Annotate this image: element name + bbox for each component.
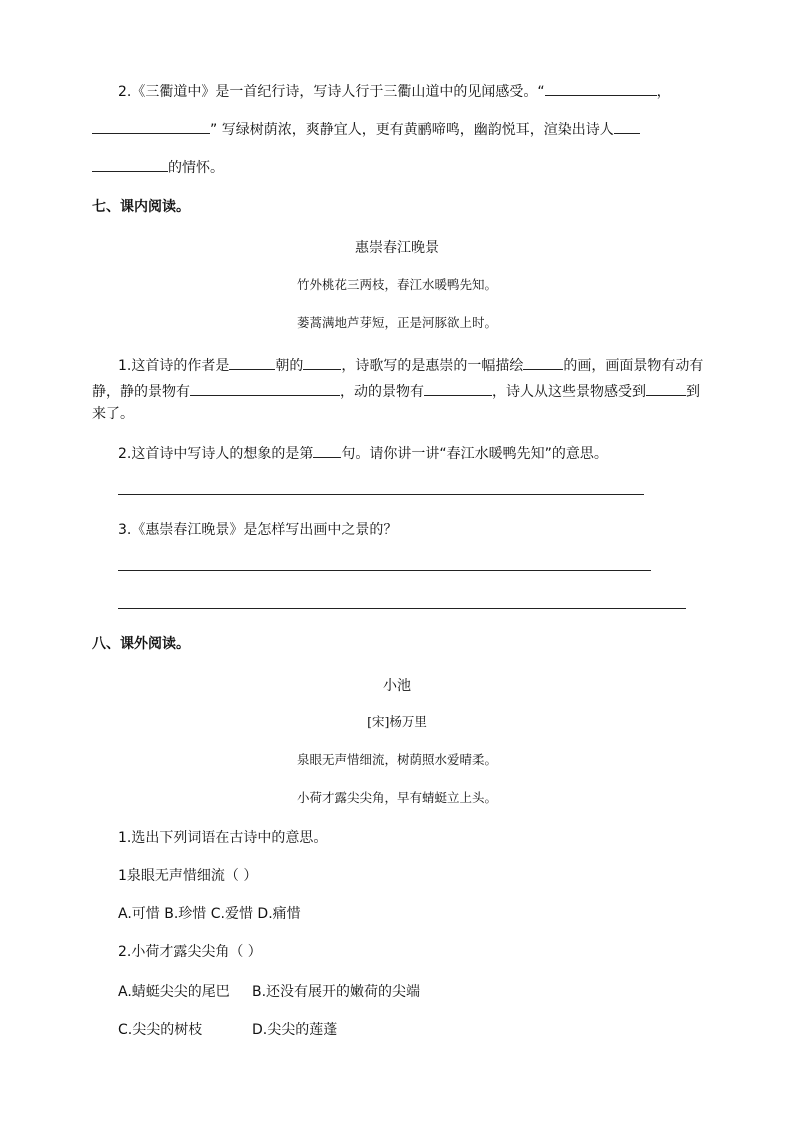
blank-emotion-2[interactable] (92, 156, 168, 172)
s7-q2-text-2: 句。请你讲一讲“春江水暖鸭先知”的意思。 (341, 446, 608, 462)
s7-q1-text-5: 静，静的景物有 (92, 384, 190, 400)
poem-1-title: 惠崇春江晚景 (355, 240, 439, 256)
s8-sub2: 2.小荷才露尖尖角（ ） (118, 944, 262, 960)
poem-2-line-1: 泉眼无声惜细流，树荫照水爱晴柔。 (296, 752, 497, 767)
q6-2-suffix: 的情怀。 (168, 160, 224, 176)
blank-dynasty[interactable] (229, 354, 275, 370)
q6-2-comma: ， (656, 84, 671, 100)
s7-q3: 3.《惠崇春江晚景》是怎样写出画中之景的？ (118, 522, 398, 538)
blank-author[interactable] (303, 354, 341, 370)
q6-2-middle: 写绿树荫浓，爽静宜人，更有黄鹂啼鸣，幽韵悦耳，渲染出诗人 (221, 122, 614, 138)
s7-q1-text-7: ，诗人从这些景物感受到 (492, 384, 646, 400)
blank-verse-2[interactable] (92, 118, 210, 134)
s7-q1-text-2: 朝的 (275, 358, 304, 374)
blank-verse-1[interactable] (545, 80, 657, 96)
s7-q1-text-6: ，动的景物有 (340, 384, 424, 400)
blank-season[interactable] (646, 380, 686, 396)
blank-emotion-1[interactable] (614, 118, 640, 134)
s8-sub2-option-c: C.尖尖的树枝 (118, 1022, 203, 1038)
s7-q1-text-8: 到 (686, 384, 700, 400)
q6-2-prefix: 2.《三衢道中》是一首纪行诗，写诗人行于三衢山道中的见闻感受。“ (118, 84, 545, 100)
s7-q2-line (118, 442, 608, 464)
poem-2-line-2: 小荷才露尖尖角，早有蜻蜓立上头。 (296, 790, 497, 805)
poem-1-line-1: 竹外桃花三两枝，春江水暖鸭先知。 (296, 277, 497, 292)
s8-sub1: 1泉眼无声惜细流（ ） (118, 868, 258, 884)
answer-line-q3-1[interactable] (118, 570, 651, 571)
s7-q2-text-1: 2.这首诗中写诗人的想象的是第 (118, 446, 314, 462)
s7-q1-text-4: 的画，画面景物有动有 (563, 358, 704, 374)
section-7-heading: 七、课内阅读。 (92, 199, 190, 215)
section-8-heading: 八、课外阅读。 (92, 636, 190, 652)
blank-moving-scenery[interactable] (424, 380, 492, 396)
s8-sub2-option-d: D.尖尖的莲蓬 (252, 1022, 338, 1038)
q6-2-line1 (118, 80, 671, 102)
s8-sub1-options: A.可惜 B.珍惜 C.爱惜 D.痛惜 (118, 906, 301, 922)
poem-2-title: 小池 (383, 678, 411, 694)
q6-2-line3 (92, 156, 224, 178)
answer-line-q3-2[interactable] (118, 608, 686, 609)
blank-scene[interactable] (523, 354, 563, 370)
poem-2-author: [宋]杨万里 (367, 714, 427, 729)
s7-q1-text-1: 1.这首诗的作者是 (118, 358, 230, 374)
poem-1-line-2: 蒌蒿满地芦芽短，正是河豚欲上时。 (296, 315, 497, 330)
answer-line-q2[interactable] (118, 494, 644, 495)
s7-q1-line2 (92, 380, 700, 402)
s7-q1-text-3: ，诗歌写的是惠崇的一幅描绘 (341, 358, 524, 374)
s8-sub2-option-b: B.还没有展开的嫩荷的尖端 (252, 984, 421, 1000)
s8-sub2-option-a: A.蜻蜓尖尖的尾巴 (118, 984, 230, 1000)
s7-q1-line3: 来了。 (92, 406, 134, 422)
s7-q1-line1 (118, 354, 703, 376)
s8-q1: 1.选出下列词语在古诗中的意思。 (118, 830, 328, 846)
q6-2-quote-close: ” (210, 122, 218, 138)
q6-2-line2 (92, 118, 640, 140)
blank-line-number[interactable] (313, 442, 341, 458)
blank-static-scenery[interactable] (190, 380, 340, 396)
